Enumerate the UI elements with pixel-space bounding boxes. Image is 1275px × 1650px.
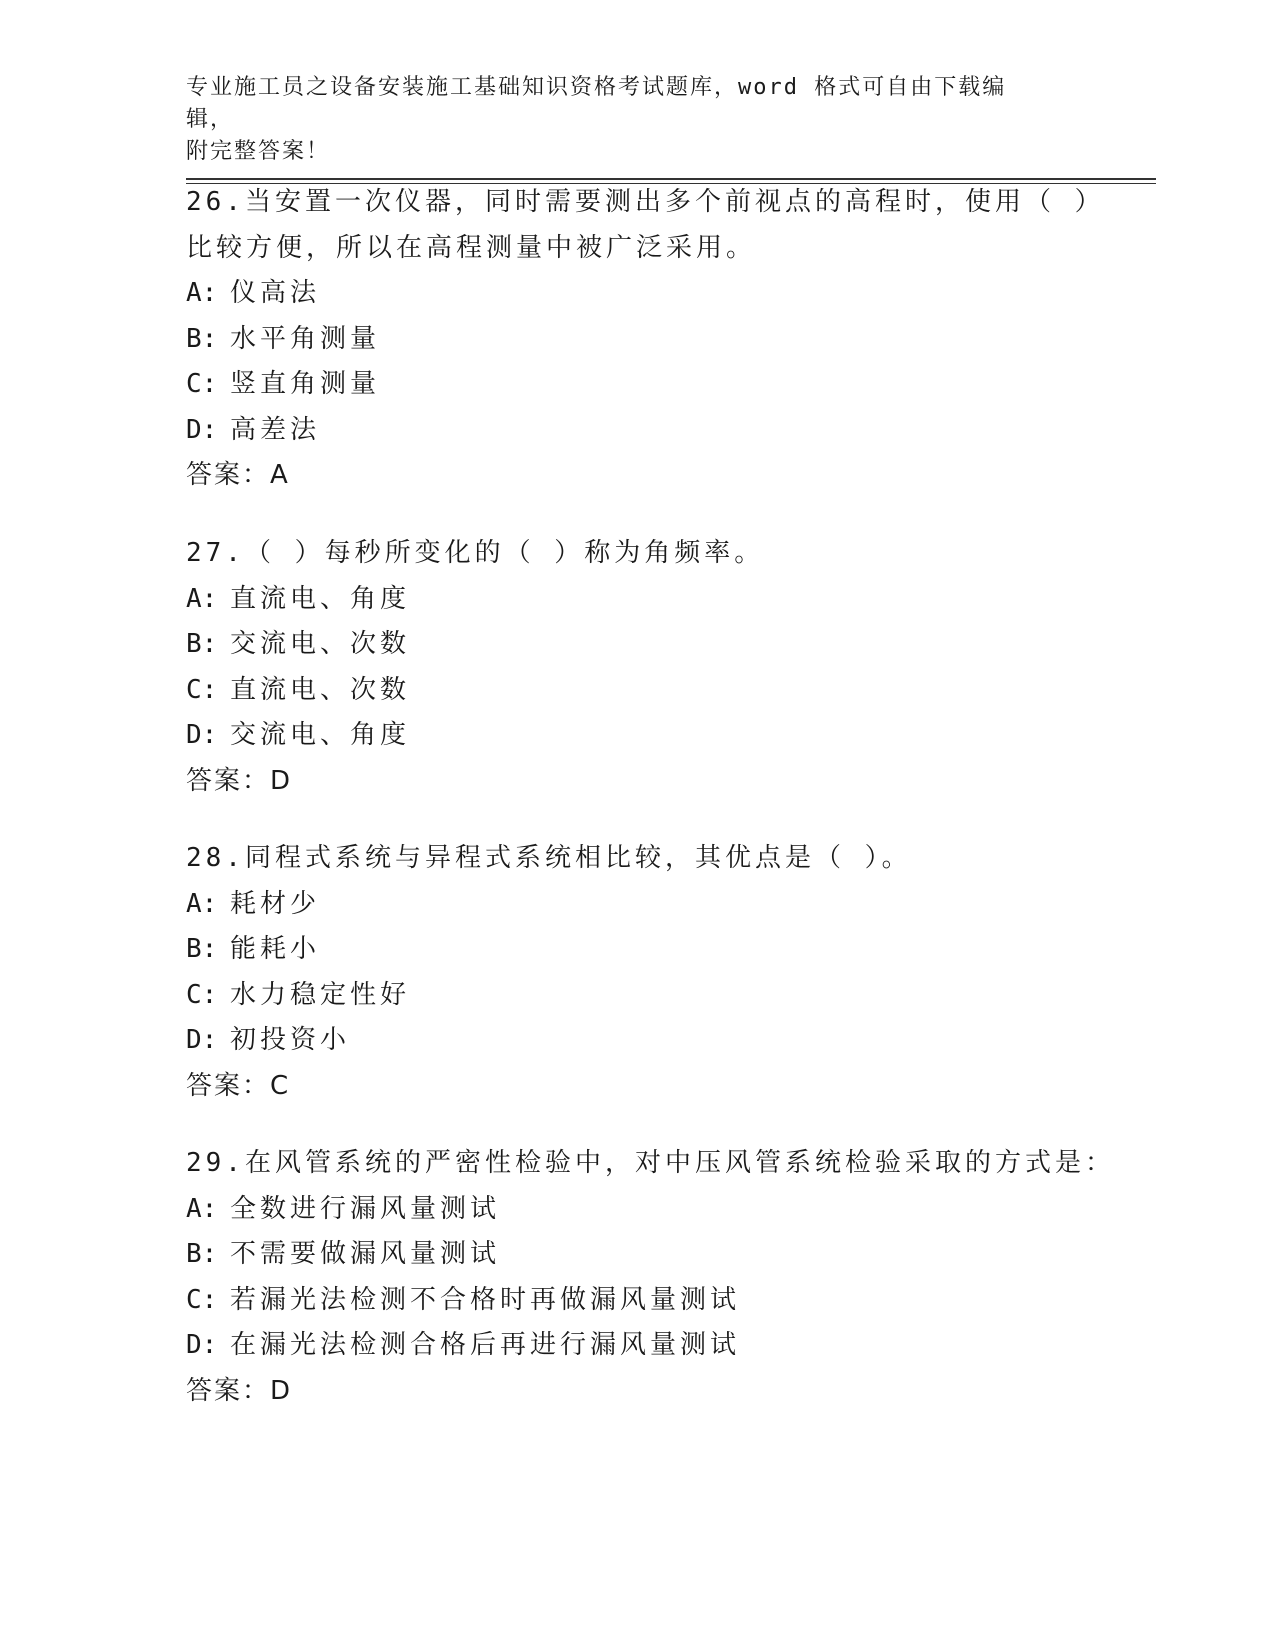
option-label: B:	[186, 323, 218, 354]
option-label: C:	[186, 1284, 218, 1315]
option-label: C:	[186, 369, 218, 399]
option-d	[186, 713, 1146, 759]
option-label: D:	[186, 414, 218, 445]
option-c	[186, 668, 1146, 714]
option-label: A:	[186, 278, 218, 308]
option-label: D:	[186, 720, 218, 750]
option-label: A:	[186, 583, 218, 614]
question-27	[186, 531, 1146, 804]
option-label: A:	[186, 1193, 218, 1224]
option-b	[186, 317, 1146, 363]
option-a	[186, 271, 1146, 317]
answer: 答案：D	[186, 765, 293, 796]
option-text: 竖直角测量	[230, 369, 381, 399]
answer: 答案：D	[186, 1375, 293, 1406]
question-stem: 29.在风管系统的严密性检验中，对中压风管系统检验采取的方式是：	[186, 1148, 1115, 1178]
option-c	[186, 1278, 1146, 1324]
option-text: 直流电、角度	[230, 583, 411, 614]
option-a	[186, 1187, 1146, 1233]
option-text: 高差法	[230, 414, 321, 445]
option-label: C:	[186, 979, 218, 1010]
option-a	[186, 882, 1146, 928]
option-label: C:	[186, 674, 218, 705]
option-text: 若漏光法检测不合格时再做漏风量测试	[230, 1284, 741, 1315]
answer: 答案：A	[186, 460, 290, 490]
question-stem: 26.当安置一次仪器，同时需要测出多个前视点的高程时，使用（ ）	[186, 187, 1105, 217]
option-d	[186, 1018, 1146, 1064]
option-b	[186, 622, 1146, 668]
option-b	[186, 1232, 1146, 1278]
option-text: 仪高法	[230, 278, 321, 308]
option-text: 水力稳定性好	[230, 979, 411, 1010]
option-text: 全数进行漏风量测试	[230, 1193, 501, 1224]
question-stem-continued: 比较方便，所以在高程测量中被广泛采用。	[186, 232, 757, 263]
question-28	[186, 836, 1146, 1109]
option-d	[186, 1323, 1146, 1369]
option-label: B:	[186, 629, 218, 659]
question-26	[186, 180, 1146, 499]
option-c	[186, 973, 1146, 1019]
option-c	[186, 362, 1146, 408]
option-b	[186, 927, 1146, 973]
question-stem: 27.（ ）每秒所变化的（ ）称为角频率。	[186, 538, 765, 568]
option-text: 直流电、次数	[230, 674, 411, 705]
header-line-1: 专业施工员之设备安装施工基础知识资格考试题库，word 格式可自由下载编辑，	[186, 75, 1007, 132]
option-text: 水平角测量	[230, 323, 381, 354]
document-header	[186, 72, 1046, 168]
option-label: B:	[186, 1239, 218, 1269]
question-stem: 28.同程式系统与异程式系统相比较，其优点是（ ）。	[186, 843, 912, 873]
header-line-2: 附完整答案！	[186, 139, 331, 164]
option-text: 初投资小	[230, 1025, 351, 1055]
option-text: 交流电、角度	[230, 720, 411, 750]
option-text: 能耗小	[230, 934, 321, 964]
option-label: D:	[186, 1330, 218, 1360]
answer: 答案：C	[186, 1070, 291, 1101]
option-text: 交流电、次数	[230, 629, 411, 659]
question-29	[186, 1141, 1146, 1414]
option-label: D:	[186, 1025, 218, 1055]
option-a	[186, 577, 1146, 623]
option-label: B:	[186, 934, 218, 964]
option-d	[186, 408, 1146, 454]
option-text: 在漏光法检测合格后再进行漏风量测试	[230, 1330, 741, 1360]
option-text: 不需要做漏风量测试	[230, 1239, 501, 1269]
option-text: 耗材少	[230, 888, 321, 919]
option-label: A:	[186, 888, 218, 919]
